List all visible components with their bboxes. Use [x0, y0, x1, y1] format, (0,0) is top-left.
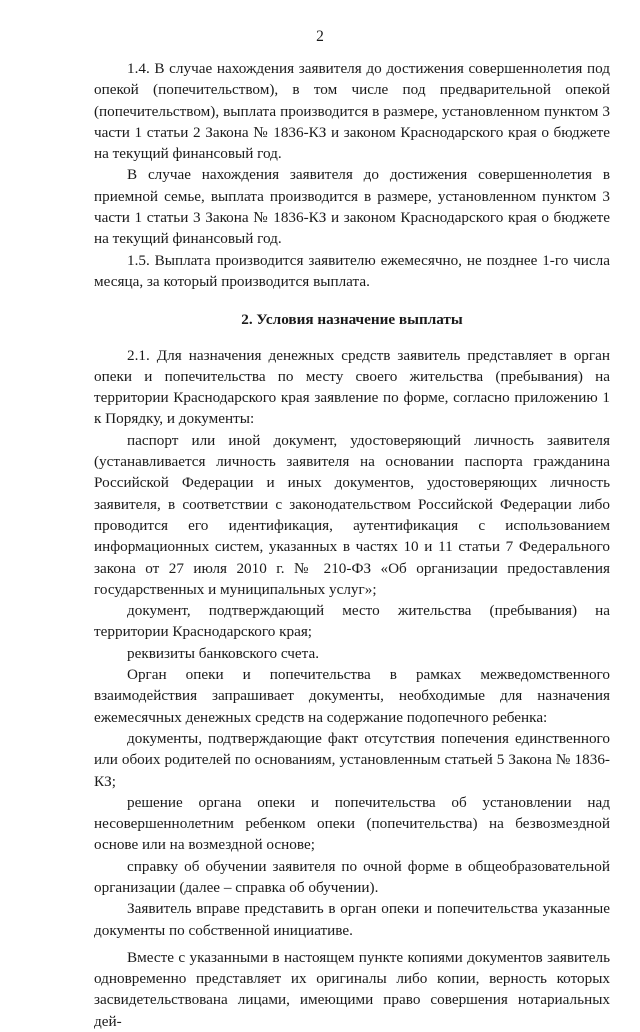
page-number: 2 [316, 28, 324, 45]
section-heading: 2. Условия назначение выплаты [241, 311, 463, 329]
paragraph-2-1: 2.1. Для назначения денежных средств заявитель представляет в орган опеки и попечительства по месту своего жительства (пребывания) на территории Краснодарского края заявление по форме, согласно приложению 1 к Порядку, и документы: [94, 346, 610, 428]
paragraph-1-5: 1.5. Выплата производится заявителю ежемесячно, не позднее 1-го числа месяца, за который производится выплата. [94, 251, 610, 290]
list-item-bank-details: реквизиты банковского счета. [127, 644, 320, 662]
list-item-residence-document: документ, подтверждающий место жительства (пребывания) на территории Краснодарского края; [94, 602, 610, 641]
list-item-study-certificate: справку об обучении заявителя по очной форме в общеобразовательной организации (далее – справка об обучении). [94, 857, 610, 896]
paragraph-foster-family: В случае нахождения заявителя до достижения совершеннолетия в приемной семье, выплата производится в размере, установленном пунктом 3 части 1 статьи 3 Закона № 1836-КЗ и законом Краснодарского края о бюджете на текущий финансовый год. [94, 166, 610, 248]
document-body [94, 58, 610, 1032]
list-item-parental-care-documents: документы, подтверждающие факт отсутствия попечения единственного или обоих родителей по основаниям, установленным статьей 5 Закона № 1836-КЗ; [94, 729, 610, 790]
paragraph-1-4: 1.4. В случае нахождения заявителя до достижения совершеннолетия под опекой (попечительством), в том числе под предварительной опекой (попечительством), выплата производится в размере, установленном пунктом 3 части 1 статьи 2 Закона № 1836-КЗ и законом Краснодарского края о бюджете на текущий финансовый год. [94, 60, 610, 163]
paragraph-interagency-request: Орган опеки и попечительства в рамках межведомственного взаимодействия запрашивает документы, необходимые для назначения ежемесячных денежных средств на содержание подопечного ребенка: [94, 666, 610, 726]
paragraph-originals: Вместе с указанными в настоящем пункте копиями документов заявитель одновременно представляет их оригиналы либо копии, верность которых засвидетельствована лицами, имеющими право совершения нотариальных дей- [94, 948, 610, 1030]
paragraph-own-initiative: Заявитель вправе представить в орган опеки и попечительства указанные документы по собственной инициативе. [94, 900, 610, 939]
list-item-passport: паспорт или иной документ, удостоверяющий личность заявителя (устанавливается личность заявителя на основании паспорта гражданина Российской Федерации и иных документов, удостоверяющих личность заявителя, в соответствии с законодательством Российской Федерации либо проводится его идентификация, аутентификация с использованием информационных систем, указанных в частях 10 и 11 статьи 7 Федерального закона от 27 июля 2010 г. № 210-ФЗ «Об организации предоставления государственных и муниципальных услуг»; [94, 431, 610, 598]
list-item-guardianship-decision: решение органа опеки и попечительства об установлении над несовершеннолетним ребенком опеки (попечительства) на безвозмездной основе или на возмездной основе; [94, 793, 610, 854]
